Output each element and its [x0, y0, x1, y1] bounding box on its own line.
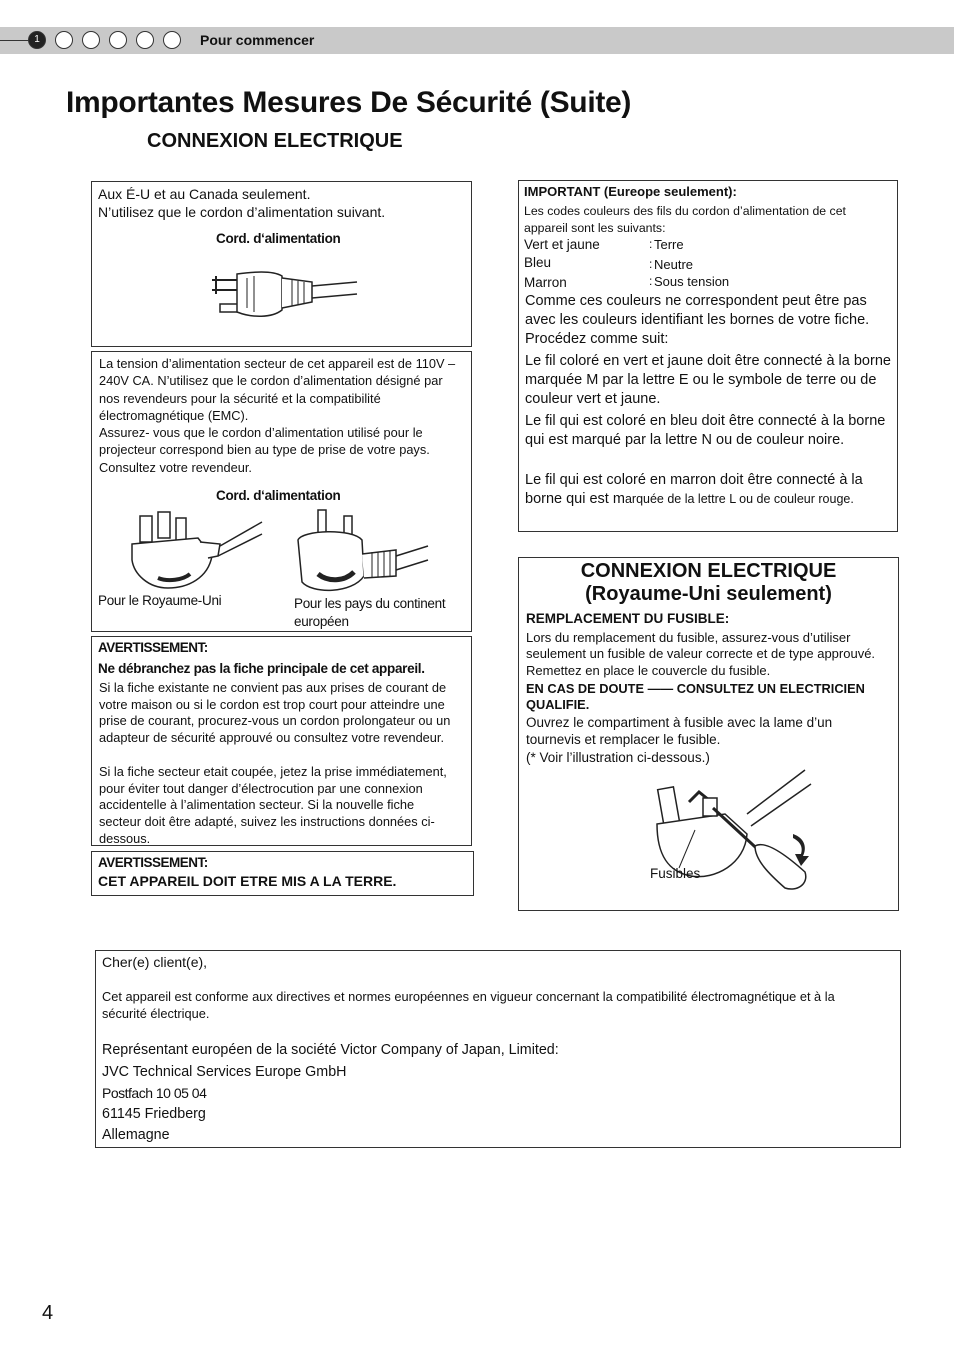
- uk-plug-label: Pour le Royaume-Uni: [98, 593, 222, 608]
- customer-conformity: Cet appareil est conforme aux directives et normes européennes en vigueur concernant la compatibilité électromagnétique et à la sécurité électrique.: [102, 989, 835, 1021]
- important-p2: Le fil coloré en vert et jaune doit être connecté à la borne marquée M par la lettre E ou le symbole de terre ou de couleur vert et jaune.: [525, 353, 891, 407]
- color-row: [524, 274, 884, 292]
- fuse-heading: REMPLACEMENT DU FUSIBLE:: [526, 611, 730, 626]
- voltage-text1: La tension d’alimentation secteur de cet appareil est de 110V – 240V CA. N’utilisez que le cordon d’alimentation désigné par nos revendeurs pour la sécurité et la compatibilité électromagnétique (EMC).: [99, 356, 456, 423]
- step-indicator: [28, 31, 190, 49]
- fuse-replacement-illustration: [655, 764, 825, 904]
- step-dot: [136, 31, 154, 49]
- step-dot: [82, 31, 100, 49]
- important-p1: Comme ces couleurs ne correspondent peut être pas avec les couleurs identifiant les bornes de votre fiche. Procédez comme suit:: [525, 293, 870, 347]
- box-warning-1: [91, 636, 472, 846]
- customer-representative: Représentant européen de la société Victor Company of Japan, Limited:: [102, 1042, 559, 1058]
- color-row: [524, 255, 884, 273]
- important-p4a: Le fil qui est coloré en marron doit être connecté à la borne qui est m: [525, 472, 863, 507]
- warning2-heading: AVERTISSEMENT:: [98, 855, 208, 870]
- separator: :: [649, 257, 653, 271]
- us-line1: Aux É-U et au Canada seulement.: [98, 186, 311, 202]
- warning1-heading: AVERTISSEMENT:: [98, 640, 208, 655]
- important-p3: Le fil qui est coloré en bleu doit être connecté à la borne qui est marqué par la lettre N ou de couleur noire.: [525, 413, 886, 448]
- color-name: Marron: [524, 275, 567, 290]
- color-name: Vert et jaune: [524, 237, 600, 252]
- customer-greeting: Cher(e) client(e),: [102, 954, 208, 970]
- color-meaning: Terre: [654, 237, 684, 252]
- important-heading: IMPORTANT (Eureope seulement):: [524, 184, 737, 199]
- warning2-text: CET APPAREIL DOIT ETRE MIS A LA TERRE.: [98, 873, 397, 889]
- step-dot: [109, 31, 127, 49]
- address-line4: Allemagne: [102, 1127, 170, 1143]
- us-cord-label: Cord. d‘alimentation: [216, 231, 341, 246]
- box-customer: [95, 950, 901, 1148]
- uk-plug-illustration: [128, 508, 268, 592]
- fuse-p1: Lors du remplacement du fusible, assurez-vous d’utiliser seulement un fusible de valeur correcte et de type approuvé. Remettez en place le couvercle du fusible.: [526, 630, 876, 678]
- address-line2: Postfach 10 05 04: [102, 1085, 207, 1101]
- address-line1: JVC Technical Services Europe GmbH: [102, 1064, 347, 1080]
- page-number: 4: [42, 1302, 54, 1324]
- header-bar: [0, 27, 954, 54]
- box-uk-fuse: [518, 557, 899, 911]
- warning1-text2: Si la fiche secteur etait coupée, jetez la prise immédiatement, pour éviter tout danger d’électrocution par une connexion accidentelle à l’alimentation secteur. Si la nouvelle fiche secteur doit être adapté, suivez les instructions données ci-dessous.: [99, 764, 447, 846]
- fuse-label: Fusibles: [650, 866, 701, 881]
- us-plug-illustration: [202, 268, 362, 328]
- uk-title1: CONNEXION ELECTRIQUE: [580, 560, 837, 582]
- uk-title2: (Royaume-Uni seulement): [585, 583, 832, 605]
- warning1-text1: Si la fiche existante ne convient pas aux prises de courant de votre maison ou si le cordon est trop court pour atteindre une prise de courant, procurez-vous un cordon prolongateur ou un adapteur de sécurité approuvé ou consultez votre revendeur.: [99, 680, 451, 746]
- step-dot: [163, 31, 181, 49]
- page-title: Importantes Mesures De Sécurité (Suite): [66, 86, 632, 119]
- box-voltage: [91, 351, 472, 632]
- voltage-text2: Assurez- vous que le cordon d’alimentation utilisé pour le projecteur correspond bien au type de prise de votre pays. Consultez votre revendeur.: [99, 425, 430, 475]
- page-subtitle: CONNEXION ELECTRIQUE: [147, 130, 403, 152]
- fuse-p2: EN CAS DE DOUTE —— CONSULTEZ UN ELECTRICIEN QUALIFIE.: [526, 681, 865, 712]
- step-dot: [55, 31, 73, 49]
- section-label: Pour commencer: [200, 32, 315, 48]
- important-p4: [525, 471, 891, 509]
- us-line2: N’utilisez que le cordon d’alimentation suivant.: [98, 204, 386, 220]
- address-line3: 61145 Friedberg: [102, 1106, 206, 1122]
- box-us-canada: [91, 181, 472, 347]
- fuse-p4: (* Voir l’illustration ci-dessous.): [526, 750, 710, 765]
- warning1-subheading: Ne débranchez pas la fiche principale de cet appareil.: [98, 661, 425, 676]
- important-intro: Les codes couleurs des fils du cordon d’alimentation de cet appareil sont les suivants:: [524, 204, 846, 235]
- separator: :: [649, 237, 653, 251]
- color-meaning: Sous tension: [654, 274, 730, 289]
- box-warning-2: [91, 851, 474, 896]
- eu-plug-illustration: [292, 506, 432, 596]
- color-row: [524, 237, 884, 255]
- header-rule: [0, 40, 30, 41]
- box-important: [518, 180, 898, 532]
- separator: :: [649, 274, 653, 288]
- voltage-cord-label: Cord. d‘alimentation: [216, 488, 341, 503]
- color-name: Bleu: [524, 255, 552, 270]
- step-dot-active: 1: [28, 31, 46, 49]
- fuse-p3: Ouvrez le compartiment à fusible avec la lame d’un tournevis et remplacer le fusible.: [526, 715, 833, 747]
- eu-plug-label: Pour les pays du continent européen: [294, 596, 446, 629]
- important-p4b: arquée de la lettre L ou de couleur rouge.: [624, 492, 854, 506]
- color-meaning: Neutre: [654, 257, 694, 272]
